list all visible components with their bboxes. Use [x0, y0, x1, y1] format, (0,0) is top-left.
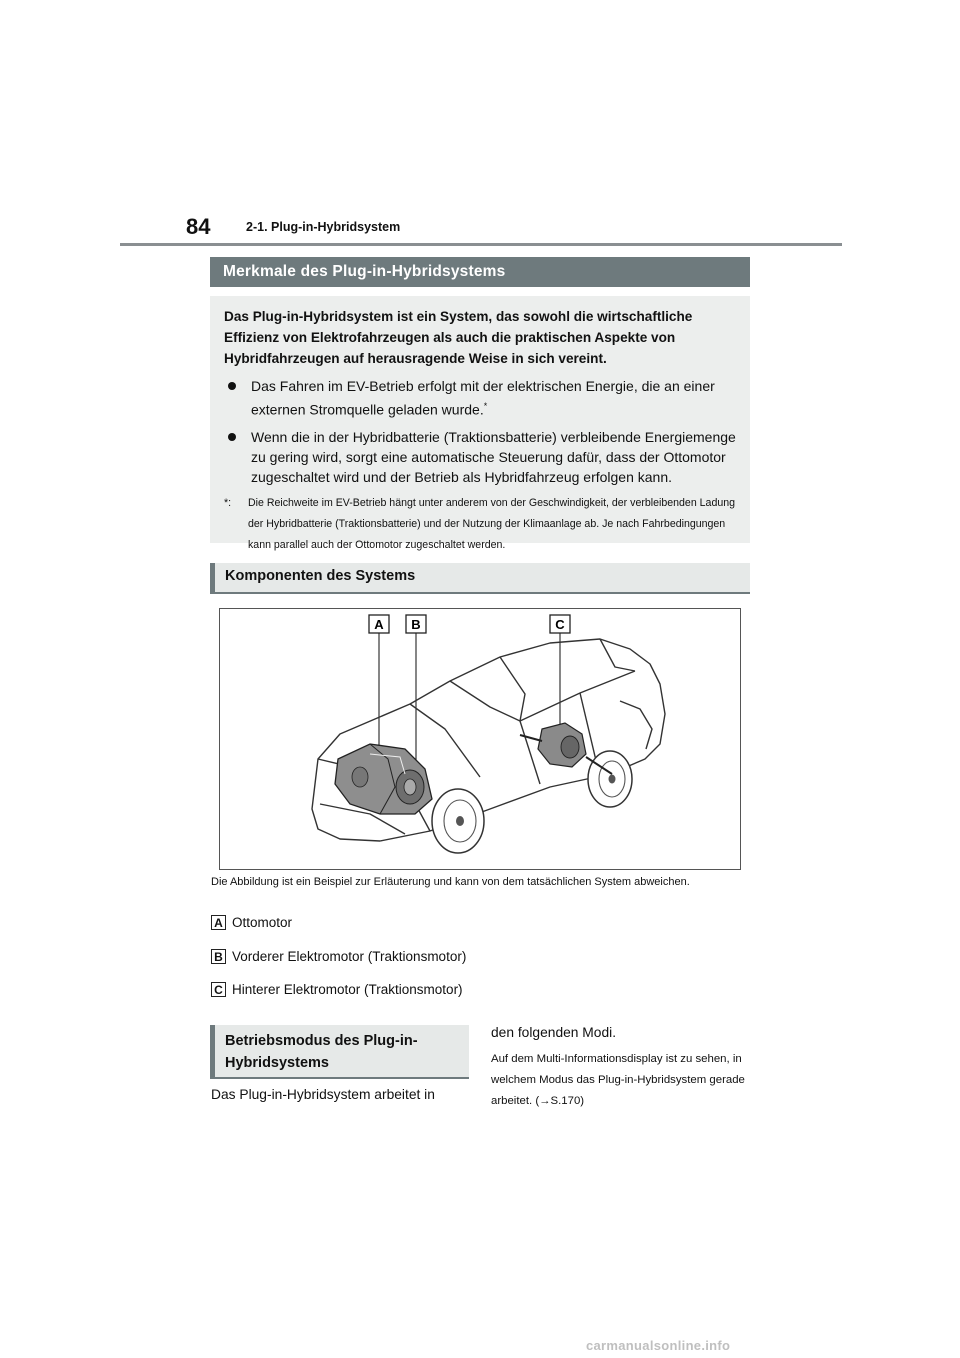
vehicle-illustration [220, 609, 740, 869]
legend-letter-box: C [211, 982, 226, 997]
section-title: Merkmale des Plug-in-Hybridsystems [210, 257, 750, 287]
intro-bullet-2 [224, 427, 736, 487]
components-heading: Komponenten des Systems [210, 563, 750, 594]
page-number: 84 [186, 214, 211, 239]
modes-note: Auf dem Multi-Informationsdisplay ist zu sehen, in welchem Modus das Plug-in-Hybridsystem gerade arbeitet. (→S.170) [491, 1053, 745, 1107]
intro-bullet-1-text: Das Fahren im EV-Betrieb erfolgt mit der elektrischen Energie, die an einer externen Stromquelle geladen wurde. [251, 378, 715, 418]
legend-item-c [211, 982, 463, 997]
legend-letter-box: A [211, 915, 226, 930]
intro-bullet-1 [224, 376, 736, 420]
rear-wheel [588, 751, 632, 807]
watermark: carmanualsonline.info [586, 1338, 731, 1353]
modes-heading: Betriebsmodus des Plug-in-Hybridsystems [210, 1025, 469, 1079]
bullet-dot-icon [228, 382, 236, 390]
legend-letter-box: B [211, 949, 226, 964]
legend-item-b [211, 949, 466, 964]
footnote-text: Die Reichweite im EV-Betrieb hängt unter anderem von der Geschwindigkeit, der verbleibenden Ladung der Hybridbatterie (Traktionsbatterie) und der Nutzung der Klimaanlage ab. Je nach Fahrbedingungen kann parallel auch der Ottomotor zugeschaltet werden. [248, 496, 736, 551]
legend-label: Ottomotor [232, 915, 293, 930]
modes-body-left: Das Plug-in-Hybridsystem arbeitet in [211, 1087, 435, 1102]
section-reference: 2-1. Plug-in-Hybridsystem [246, 220, 401, 234]
callout-a-label: A [374, 617, 384, 632]
footnote-mark: *: [224, 496, 232, 509]
callout-c [550, 615, 570, 633]
callout-b [406, 615, 426, 633]
front-wheel [432, 789, 484, 853]
header-divider [120, 243, 842, 246]
footnote-marker: * [483, 401, 488, 411]
car-outline [312, 639, 665, 841]
callout-a [369, 615, 389, 633]
modes-body-right: den folgenden Modi. [491, 1025, 617, 1040]
intro-box [210, 296, 750, 551]
bullet-dot-icon [228, 433, 236, 441]
callout-b-label: B [411, 617, 421, 632]
figure-caption: Die Abbildung ist ein Beispiel zur Erläuterung und kann von dem tatsächlichen System abweichen. [211, 876, 690, 888]
intro-lead: Das Plug-in-Hybridsystem ist ein System, das sowohl die wirtschaftliche Effizienz von Elektrofahrzeugen als auch die praktischen Aspekte von Hybridfahrzeugen auf herausragende Weise in sich vereint. [224, 309, 693, 366]
intro-bullet-2-text: Wenn die in der Hybridbatterie (Traktionsbatterie) verbleibende Energiemenge zu gering wird, sorgt eine automatische Steuerung dafür, dass der Ottomotor zugeschaltet wird und der Betrieb als Hybridfahrzeug erfolgen kann. [251, 428, 736, 485]
legend-label: Vorderer Elektromotor (Traktionsmotor) [232, 949, 467, 964]
vehicle-figure [219, 608, 741, 870]
footnote [224, 493, 736, 556]
engine-assembly [335, 744, 432, 814]
callout-c-label: C [555, 617, 565, 632]
legend-item-a [211, 915, 292, 930]
legend-label: Hinterer Elektromotor (Traktionsmotor) [232, 982, 463, 997]
